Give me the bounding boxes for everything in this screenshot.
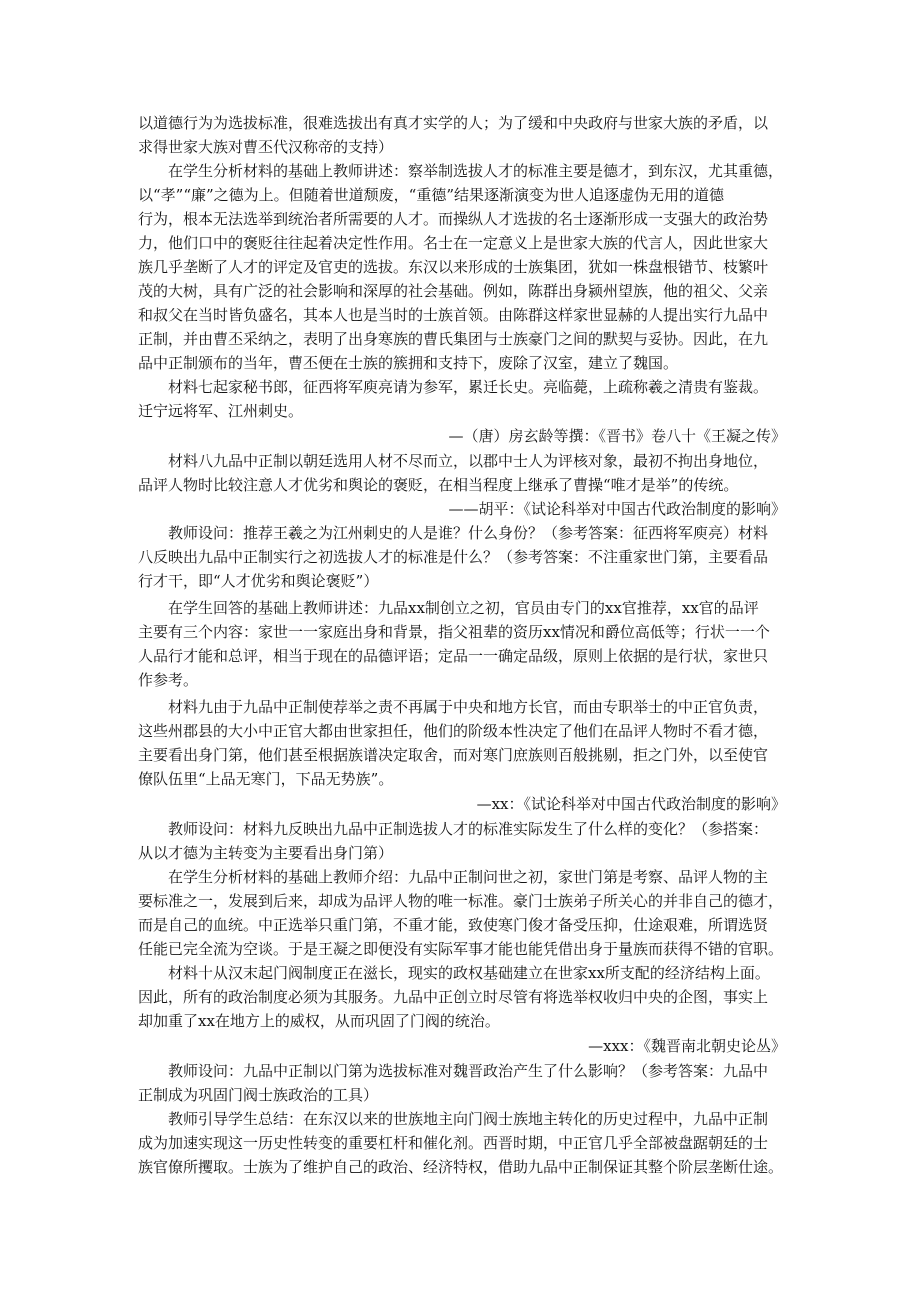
text-line: 材料九由于九品中正制使荐举之责不再属于中央和地方长官，而由专职举士的中正官负责， <box>138 698 769 716</box>
text-line: 材料八九品中正制以朝廷选用人材不尽而立，以郡中士人为评核对象，最初不拘出身地位， <box>138 452 769 470</box>
citation-line: —xx：《试论科举对中国古代政治制度的影响》 <box>476 795 786 813</box>
text-line: 求得世家大族对曹丕代汉称帝的支持） <box>138 138 394 156</box>
text-line: 教师设问：九品中正制以门第为选拔标准对魏晋政治产生了什么影响？（参考答案：九品中 <box>138 1062 769 1080</box>
text-line: 品中正制颁布的当年，曹丕便在士族的簇拥和支持下，废除了汉室，建立了魏国。 <box>138 354 679 372</box>
citation-line: —（唐）房玄龄等撰：《晋书》卷八十《王凝之传》 <box>448 427 786 445</box>
text-line: 正制，并由曹丕采纳之，表明了出身寒族的曹氏集团与士族豪门之间的默契与妥协。因此，在九 <box>138 330 769 348</box>
text-line: 任能已完全流为空谈。于是王凝之即便没有实际军事才能也能凭借出身于量族而获得不错的官职。 <box>138 940 784 958</box>
text-line: 行才干，即“人才优劣和舆论褒贬”） <box>138 572 379 590</box>
text-line: 要标准之一，发展到后来，却成为品评人物的唯一标准。豪门士族弟子所关心的并非自己的德才， <box>138 892 784 910</box>
citation-line: —xxx：《魏晋南北朝史论丛》 <box>588 1037 786 1055</box>
text-line: 以“孝”“廉”之德为上。但随着世道颓废，“重德”结果逐渐演变为世人追逐虚伪无用的道德 <box>138 186 725 204</box>
text-line: 族官僚所攫取。士族为了维护自己的政治、经济特权，借助九品中正制保证其整个阶层垄断仕途。 <box>138 1158 784 1176</box>
text-line: 力，他们口中的褒贬往往起着决定性作用。名士在一定意义上是世家大族的代言人，因此世家大 <box>138 234 769 252</box>
text-line: 族几乎垄断了人才的评定及官吏的选拔。东汉以来形成的士族集团，犹如一株盘根错节、枝繁叶 <box>138 258 769 276</box>
text-line: 品评人物时比较注意人才优劣和舆论的褒贬，在相当程度上继承了曹操“唯才是举”的传统。 <box>138 476 739 494</box>
text-line: 这些州郡县的大小中正官大都由世家担任，他们的阶级本性决定了他们在品评人物时不看才德， <box>138 722 769 740</box>
text-line: 却加重了xx在地方上的威权，从而巩固了门阀的统治。 <box>138 1012 500 1030</box>
text-line: 在学生回答的基础上教师讲述：九品xx制创立之初，官员由专门的xx官推荐，xx官的品评 <box>138 599 759 617</box>
text-line: 从以才德为主转变为主要看出身门第） <box>138 844 394 862</box>
text-line: 材料十从汉末起门阀制度正在滋长，现实的政权基础建立在世家xx所支配的经济结构上面。 <box>138 964 770 982</box>
text-line: 行为，根本无法选举到统治者所需要的人才。而操纵人才选拔的名士逐渐形成一支强大的政治势 <box>138 210 769 228</box>
text-line: 八反映出九品中正制实行之初选拔人才的标准是什么？（参考答案：不注重家世门第，主要看品 <box>138 548 769 566</box>
text-line: 迁宁远将军、江州刺史。 <box>138 402 304 420</box>
text-line: 和叔父在当时皆负盛名，其本人也是当时的士族首领。由陈群这样家世显赫的人提出实行九品中 <box>138 306 769 324</box>
text-line: 教师设问：推荐王羲之为江州刺史的人是谁？什么身份？（参考答案：征西将军庾亮）材料 <box>138 524 769 542</box>
text-line: 主要有三个内容：家世一一家庭出身和背景，指父祖辈的资历xx情况和爵位高低等；行状一一个 <box>138 623 770 641</box>
text-line: 作参考。 <box>138 671 199 689</box>
citation-line: ——胡平：《试论科举对中国古代政治制度的影响》 <box>448 500 786 518</box>
text-line: 材料七起家秘书郎，征西将军庾亮请为参军，累迁长史。亮临薨，上疏称羲之清贵有鉴裁。 <box>138 378 769 396</box>
text-line: 以道德行为为选拔标准，很难选拔出有真才实学的人；为了缓和中央政府与世家大族的矛盾，以 <box>138 114 769 132</box>
text-line: 正制成为巩固门阀士族政治的工具） <box>138 1086 379 1104</box>
text-line: 僚队伍里“上品无寒门，下品无势族”。 <box>138 770 394 788</box>
text-line: 在学生分析材料的基础上教师介绍：九品中正制问世之初，家世门第是考察、品评人物的主 <box>138 868 769 886</box>
text-line: 茂的大树，具有广泛的社会影响和深厚的社会基础。例如，陈群出身颍州望族，他的祖父、父亲 <box>138 282 769 300</box>
text-line: 主要看出身门第，他们甚至根据族谱决定取舍，而对寒门庶族则百般挑剔，拒之门外，以至使官 <box>138 746 769 764</box>
text-line: 在学生分析材料的基础上教师讲述：察举制选拔人才的标准主要是德才，到东汉，尤其重德， <box>138 162 784 180</box>
text-line: 因此，所有的政治制度必须为其服务。九品中正创立时尽管有将选举权收归中央的企图，事实上 <box>138 988 769 1006</box>
text-line: 教师设问：材料九反映出九品中正制选拔人才的标准实际发生了什么样的变化？（参搭案： <box>138 820 769 838</box>
text-line: 而是自己的血统。中正选举只重门第，不重才能，致使寒门俊才备受压抑，仕途艰难，所谓选贤 <box>138 916 769 934</box>
text-line: 人品行才能和总评，相当于现在的品德评语；定品一一确定品级，原则上依据的是行状，家世只 <box>138 647 769 665</box>
text-line: 成为加速实现这一历史性转变的重要杠杆和催化剂。西晋时期，中正官几乎全部被盘踞朝廷的士 <box>138 1134 769 1152</box>
text-line: 教师引导学生总结：在东汉以来的世族地主向门阀士族地主转化的历史过程中，九品中正制 <box>138 1110 769 1128</box>
